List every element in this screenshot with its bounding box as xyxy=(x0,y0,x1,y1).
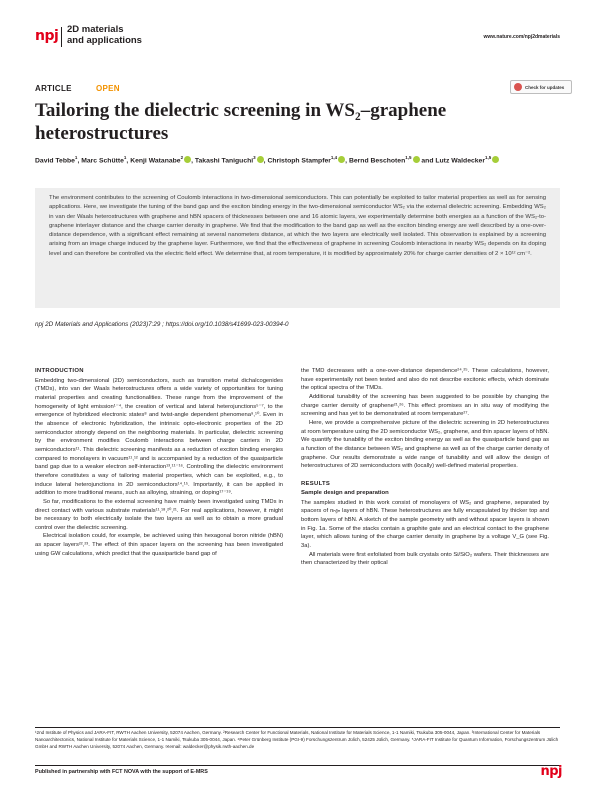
footnote-divider xyxy=(35,727,560,728)
author-list xyxy=(35,152,560,166)
author-separator: and xyxy=(419,157,436,165)
check-for-updates-label: Check for updates xyxy=(525,84,565,90)
paragraph: All materials were first exfoliated from bulk crystals onto Si/SiO₂ wafers. Their thicknesses are then characterized by their optical xyxy=(301,551,549,567)
paragraph: Electrical isolation could, for example, be achieved using thin hexagonal boron nitride (hBN) as spacer layers²²,²³. The effect of thin spacer layers on the screening has been investigated using GW calculations, which predict that the quasiparticle band gap of xyxy=(35,533,283,557)
article-type-label: ARTICLE xyxy=(35,84,72,93)
orcid-icon[interactable] xyxy=(492,156,499,163)
orcid-icon[interactable] xyxy=(257,156,264,163)
author-affiliation-marker: 1 xyxy=(74,155,78,160)
npj-footer-logo: npj xyxy=(540,764,562,779)
article-title-line1: Tailoring the dielectric screening in WS₂–graphene xyxy=(35,100,447,121)
npj-logo: npj xyxy=(35,28,59,44)
refresh-icon xyxy=(514,83,522,91)
sample-design-subheading: Sample design and preparation xyxy=(301,490,389,497)
author-name[interactable]: David Tebbe xyxy=(35,157,75,165)
author-separator: , xyxy=(345,157,349,165)
introduction-heading: INTRODUCTION xyxy=(35,368,84,374)
author-separator: , xyxy=(191,157,195,165)
author-affiliation-marker: 1 xyxy=(123,155,127,160)
paragraph: The samples studied in this work consist of monolayers of WS₂ and graphene, separated by spacers of nₕᵦₙ layers of hBN. These heterostructures are fully encapsulated by thicker top and bottom layers of hBN. A sketch of the sample geometry with and without spacer layers is shown in Fig. 1a. Some of the stacks contain a graphite gate and an electrical contact to the graphene layer, which allows tuning of the charge carrier density in graphene by a voltage V_G (see Fig. 3a). xyxy=(301,499,549,550)
author-name[interactable]: Christoph Stampfer xyxy=(267,157,331,165)
paragraph: Here, we provide a comprehensive picture of the dielectric screening in 2D heterostructures at room temperature using the 2D semiconductor WS₂, graphene, and thin spacer layers of hBN. We quantify the tunability of the exciton binding energy as well as the quasiparticle band gap as a function of the distance between WS₂ and graphene as well as of the charge carrier density of graphene. Our results demonstrate a wide range of tunability and will allow the design of heterostructures of 2D semiconductors with (locally) well-defined material properties. xyxy=(301,419,549,470)
author-separator: , xyxy=(126,157,131,165)
paragraph: Embedding two-dimensional (2D) semiconductors, such as transition metal dichalcogenides (TMDs), into van der Waals heterostructures offers a wide variety of opportunities for tuning material properties and creating functionalities. These range from the improvement of the homogeneity of light emission¹⁻⁴, the creation of vertical and lateral heterojunctions⁵⁻⁷, to the emergence of hybridized electronic states⁸ and twist-angle dependent phenomena⁹,¹⁰. Even in the absence of electronic hybridization, the intrinsic opto-electronic properties of the 2D semiconductor strongly depend on the neighboring materials. In particular, dielectric screening by the environment modifies Coulomb interactions between charge carriers in 2D semiconductors¹¹. This dielectric screening manifests as a reduction of exciton binding energies compared to monolayers in vacuum¹¹,¹² and is accompanied by a reduction of the quasiparticle band gap due to a weaker electron self-interaction¹³,¹¹⁻¹⁶. Controlling the dielectric environment therefore constitutes a way of tailoring material properties, which can be exploited, e.g., to induce lateral heterojunctions in 2D semiconductors¹⁴,¹⁵. Importantly, it can be applied in addition to more traditional means, such as alloying, straining, or doping¹⁷⁻¹⁹. xyxy=(35,377,283,497)
journal-header xyxy=(35,24,560,52)
check-for-updates-button[interactable] xyxy=(510,80,572,94)
open-access-label: OPEN xyxy=(96,84,120,93)
author-affiliation-marker: 3 xyxy=(253,155,256,160)
affiliations-footnote: ¹2nd Institute of Physics and JARA-FIT, RWTH Aachen University, 52074 Aachen, Germany. ²Research Center for Functional Materials, National Institute for Materials Science, 1-1 Namiki, Tsukuba 305-0044, Japan. ³International Center for Materials Nanoarchitectonics, National Institute for Materials Science, 1-1 Namiki, Tsukuba 305-0044, Japan. ⁴Peter Grünberg Institute (PGI-9) Forschungszentrum Jülich, 52425 Jülich, Germany. ⁵JARA-FIT Institute for Quantum Information, Forschungszentrum Jülich GmbH and RWTH Aachen University, 52074 Aachen, Germany. ✉email: waldecker@physik.rwth-aachen.de xyxy=(35,730,559,749)
author-affiliation-marker: 1,4 xyxy=(330,155,338,160)
author-affiliation-marker: 1,5 xyxy=(484,155,492,160)
publisher-note: Published in partnership with FCT NOVA with the support of E-MRS xyxy=(35,769,208,775)
abstract-box xyxy=(35,188,560,308)
author-separator: , xyxy=(263,157,268,165)
logo-divider xyxy=(61,27,62,47)
paragraph: the TMD decreases with a one-over-distance dependence²⁴,²⁵. These calculations, however, have experimentally not been tested and also do not describe excitonic effects, which dominate the optical spectra of the TMDs. xyxy=(301,368,549,392)
orcid-icon[interactable] xyxy=(413,156,420,163)
author-name[interactable]: Marc Schütte xyxy=(81,157,124,165)
citation-line: npj 2D Materials and Applications (2023)7:29 ; https://doi.org/10.1038/s41699-023-00394-0 xyxy=(35,321,289,328)
paragraph: Additional tunability of the screening has been suggested to be possible by changing the charge carrier density of graphene²¹,²⁶. This effect promises an in situ way of modifying the screening and has yet to be demonstrated at room temperature²⁷. xyxy=(301,393,549,418)
spacer xyxy=(301,471,549,480)
journal-url-link[interactable]: www.nature.com/npj2dmaterials xyxy=(483,34,560,40)
author-affiliation-marker: 1,5 xyxy=(405,155,412,160)
article-title-line2: heterostructures xyxy=(35,123,169,144)
article-title xyxy=(35,99,535,145)
author-separator: , xyxy=(77,157,82,165)
author-name[interactable]: Bernd Beschoten xyxy=(348,157,406,165)
author-affiliation-marker: 2 xyxy=(180,155,184,160)
journal-name xyxy=(67,25,142,46)
journal-name-line1: 2D materials xyxy=(67,24,124,35)
author-name[interactable]: Takashi Taniguchi xyxy=(194,157,254,165)
author-name[interactable]: Lutz Waldecker xyxy=(435,157,485,165)
results-heading: RESULTS xyxy=(301,480,331,487)
paragraph: So far, modifications to the external screening have mainly been investigated using TMDs in direct contact with various substrate materials¹¹,¹⁸,²⁰,²¹. For real applications, however, it might be necessary to both electrically isolate the two layers as well as to obtain a more gradual control over the dielectric screening. xyxy=(35,498,283,531)
right-column xyxy=(301,367,549,568)
journal-name-line2: and applications xyxy=(67,34,142,46)
abstract-text: The environment contributes to the screening of Coulomb interactions in two-dimensional semiconductors. This can potentially be exploited to tailor material properties as well as for sensing applications. Here, we investigate the tuning of the band gap and the exciton binding energy in the two-dimensional semiconductor WS₂ via the external dielectric screening. Embedding WS₂ in van der Waals heterostructures with graphene and hBN spacers of thicknesses between one and 16 atomic layers, we experimentally determine both energies as a function of the WS₂-to-graphene interlayer distance and the charge carrier density in graphene. We find that the modification to the band gap as well as the exciton binding energy are well described by a one-over-distance dependence, with a significant effect remaining at several nanometers distance, at which the two layers are electrically well isolated. This observation is explained by a screening arising from an image charge induced by the graphene layer. Furthermore, we find that the effectiveness of graphene in screening Coulomb interactions in nearby WS₂ depends on its doping level and can therefore be controlled via the electric field effect. We determine that, at room temperature, it is modified by approximately 20% for charge carrier densities of 2 × 10¹² cm⁻². xyxy=(49,195,546,257)
author-name[interactable]: Kenji Watanabe xyxy=(130,157,181,165)
footer-divider xyxy=(35,765,560,766)
left-column xyxy=(35,367,283,558)
